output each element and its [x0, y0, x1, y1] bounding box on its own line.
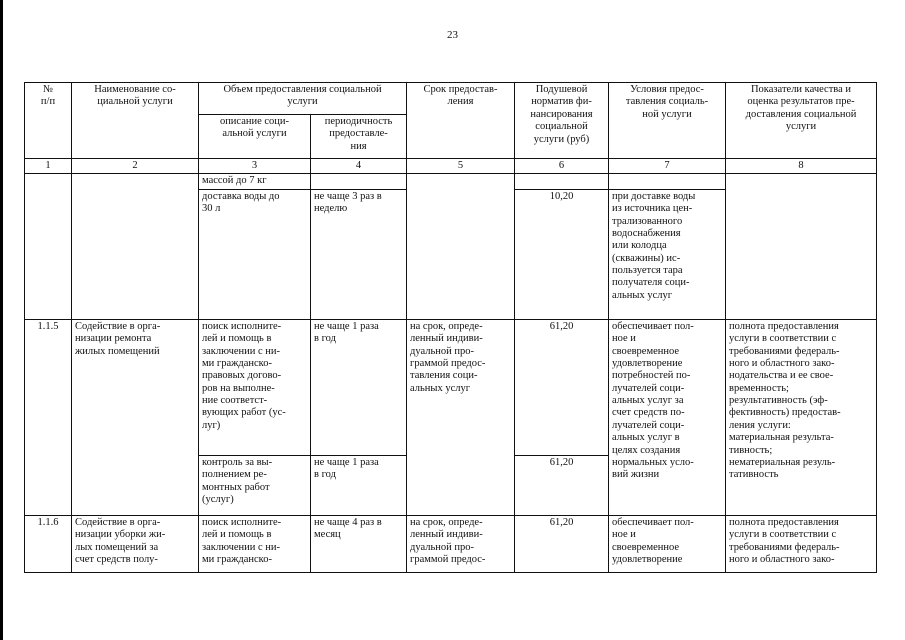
cell-periodicity: не чаще 1 раза в год [311, 455, 407, 515]
cell-conditions: при доставке воды из источника цен- трализованного водоснабжения или колодца (скважины) ис- пользуется тара получателя соци- альных услуг [609, 189, 726, 319]
cell-norm [515, 174, 609, 189]
cell-periodicity: не чаще 3 раз в неделю [311, 189, 407, 319]
header-col-norm: Подушевой норматив фи- нансирования социальной услуги (руб) [515, 83, 609, 159]
cell-norm: 61,20 [515, 319, 609, 455]
header-col-service-name: Наименование со- циальной услуги [72, 83, 199, 159]
header-col-volume: Объем предоставления социальной услуги [199, 83, 407, 115]
column-number: 6 [515, 159, 609, 174]
table-row [25, 174, 877, 189]
table-row [25, 515, 877, 572]
column-number: 1 [25, 159, 72, 174]
cell-number [25, 174, 72, 319]
column-number: 4 [311, 159, 407, 174]
cell-service-name: Содействие в орга- низации ремонта жилых помещений [72, 319, 199, 515]
table-row [25, 319, 877, 455]
cell-conditions: обеспечивает пол- ное и своевременное удовлетворение потребностей по- лучателей соци- альных услуг за счет средств по- лучателей соци- альных услуг в целях создания нормальных усло- вий жизни [609, 319, 726, 515]
header-col-description: описание соци- альной услуги [199, 115, 311, 159]
header-col-conditions: Условия предос- тавления социаль- ной услуги [609, 83, 726, 159]
cell-term [407, 174, 515, 319]
column-number: 8 [726, 159, 877, 174]
cell-quality: полнота предоставления услуги в соответствии с требованиями федераль- ного и областного зако- [726, 515, 877, 572]
social-services-table [24, 82, 877, 573]
cell-periodicity: не чаще 1 раза в год [311, 319, 407, 455]
cell-periodicity [311, 174, 407, 189]
cell-conditions: обеспечивает пол- ное и своевременное удовлетворение [609, 515, 726, 572]
cell-quality: полнота предоставления услуги в соответствии с требованиями федераль- ного и областного зако- нодательства и ее свое- временность; результативность (эф- фективность) предостав- ления услуги: материальная результа- тивность; нематериальная резуль- тативность [726, 319, 877, 515]
page-number: 23 [447, 29, 458, 41]
cell-term: на срок, опреде- ленный индиви- дуальной про- граммой предос- тавления соци- альных услуг [407, 319, 515, 515]
cell-norm: 10,20 [515, 189, 609, 319]
column-numbers-row [25, 159, 877, 174]
cell-quality [726, 174, 877, 319]
header-col-quality: Показатели качества и оценка результатов пре- доставления социальной услуги [726, 83, 877, 159]
cell-description: контроль за вы- полнением ре- монтных работ (услуг) [199, 455, 311, 515]
cell-description: поиск исполните- лей и помощь в заключении с ни- ми гражданско- [199, 515, 311, 572]
cell-term: на срок, опреде- ленный индиви- дуальной про- граммой предос- [407, 515, 515, 572]
cell-description: доставка воды до 30 л [199, 189, 311, 319]
cell-norm: 61,20 [515, 515, 609, 572]
cell-service-name: Содействие в орга- низации уборки жи- лых помещений за счет средств полу- [72, 515, 199, 572]
header-col-term: Срок предостав- ления [407, 83, 515, 159]
cell-description: массой до 7 кг [199, 174, 311, 189]
column-number: 5 [407, 159, 515, 174]
header-row-1 [25, 83, 877, 115]
cell-periodicity: не чаще 4 раз в месяц [311, 515, 407, 572]
left-edge-bar [0, 0, 3, 640]
cell-norm: 61,20 [515, 455, 609, 515]
column-number: 3 [199, 159, 311, 174]
column-number: 2 [72, 159, 199, 174]
cell-service-name [72, 174, 199, 319]
cell-conditions [609, 174, 726, 189]
header-col-number: № п/п [25, 83, 72, 159]
column-number: 7 [609, 159, 726, 174]
cell-number: 1.1.5 [25, 319, 72, 515]
header-col-periodicity: периодичность предоставле- ния [311, 115, 407, 159]
cell-number: 1.1.6 [25, 515, 72, 572]
cell-description: поиск исполните- лей и помощь в заключении с ни- ми гражданско- правовых догово- ров на выполне- ние соответст- вующих работ (ус- луг) [199, 319, 311, 455]
